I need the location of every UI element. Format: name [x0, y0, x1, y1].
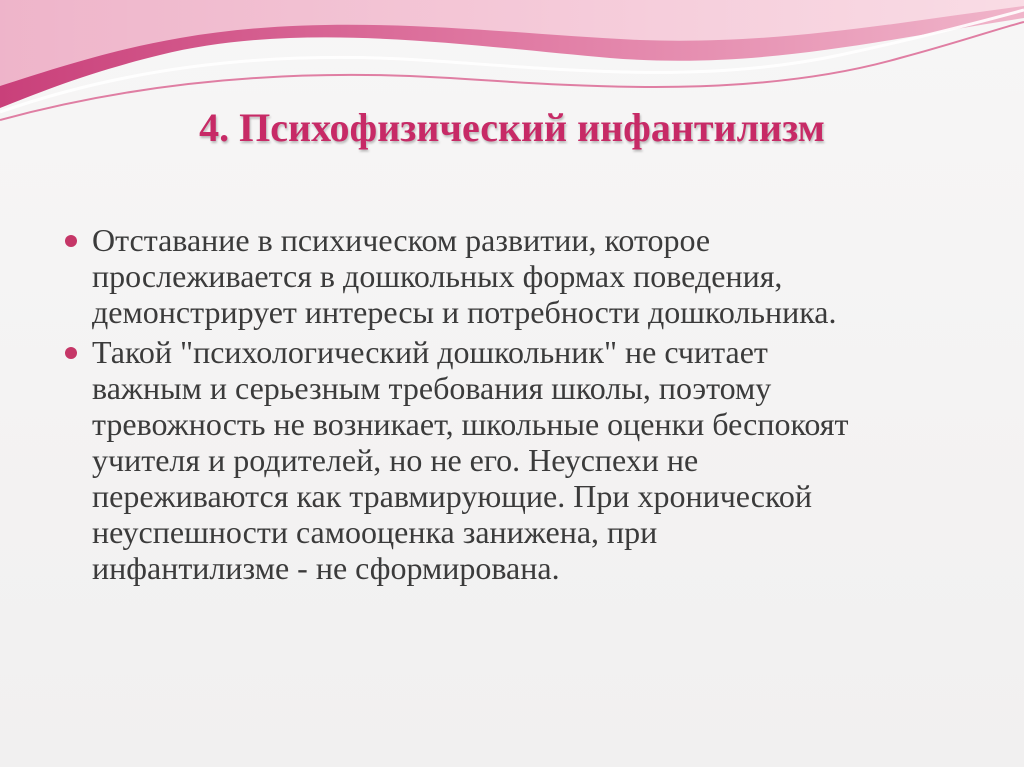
page-title: 4. Психофизический инфантилизм: [199, 105, 825, 150]
bullet-icon: [65, 235, 77, 247]
list-item: [62, 334, 982, 586]
bullet-icon: [65, 347, 77, 359]
bullet-list: [62, 222, 982, 590]
bullet-text: Такой "психологический дошкольник" не считает важным и серьезным требования школы, поэтому тревожность не возникает, школьные оценки беспокоят учителя и родителей, но не его. Неуспехи не переживаются как травмирующие. При хронической неуспешности самооценка занижена, при инфантилизме - не сформирована.: [92, 334, 849, 586]
bullet-text: Отставание в психическом развитии, которое прослеживается в дошкольных формах поведения, демонстрирует интересы и потребности дошкольника.: [92, 222, 837, 330]
list-item: [62, 222, 982, 330]
